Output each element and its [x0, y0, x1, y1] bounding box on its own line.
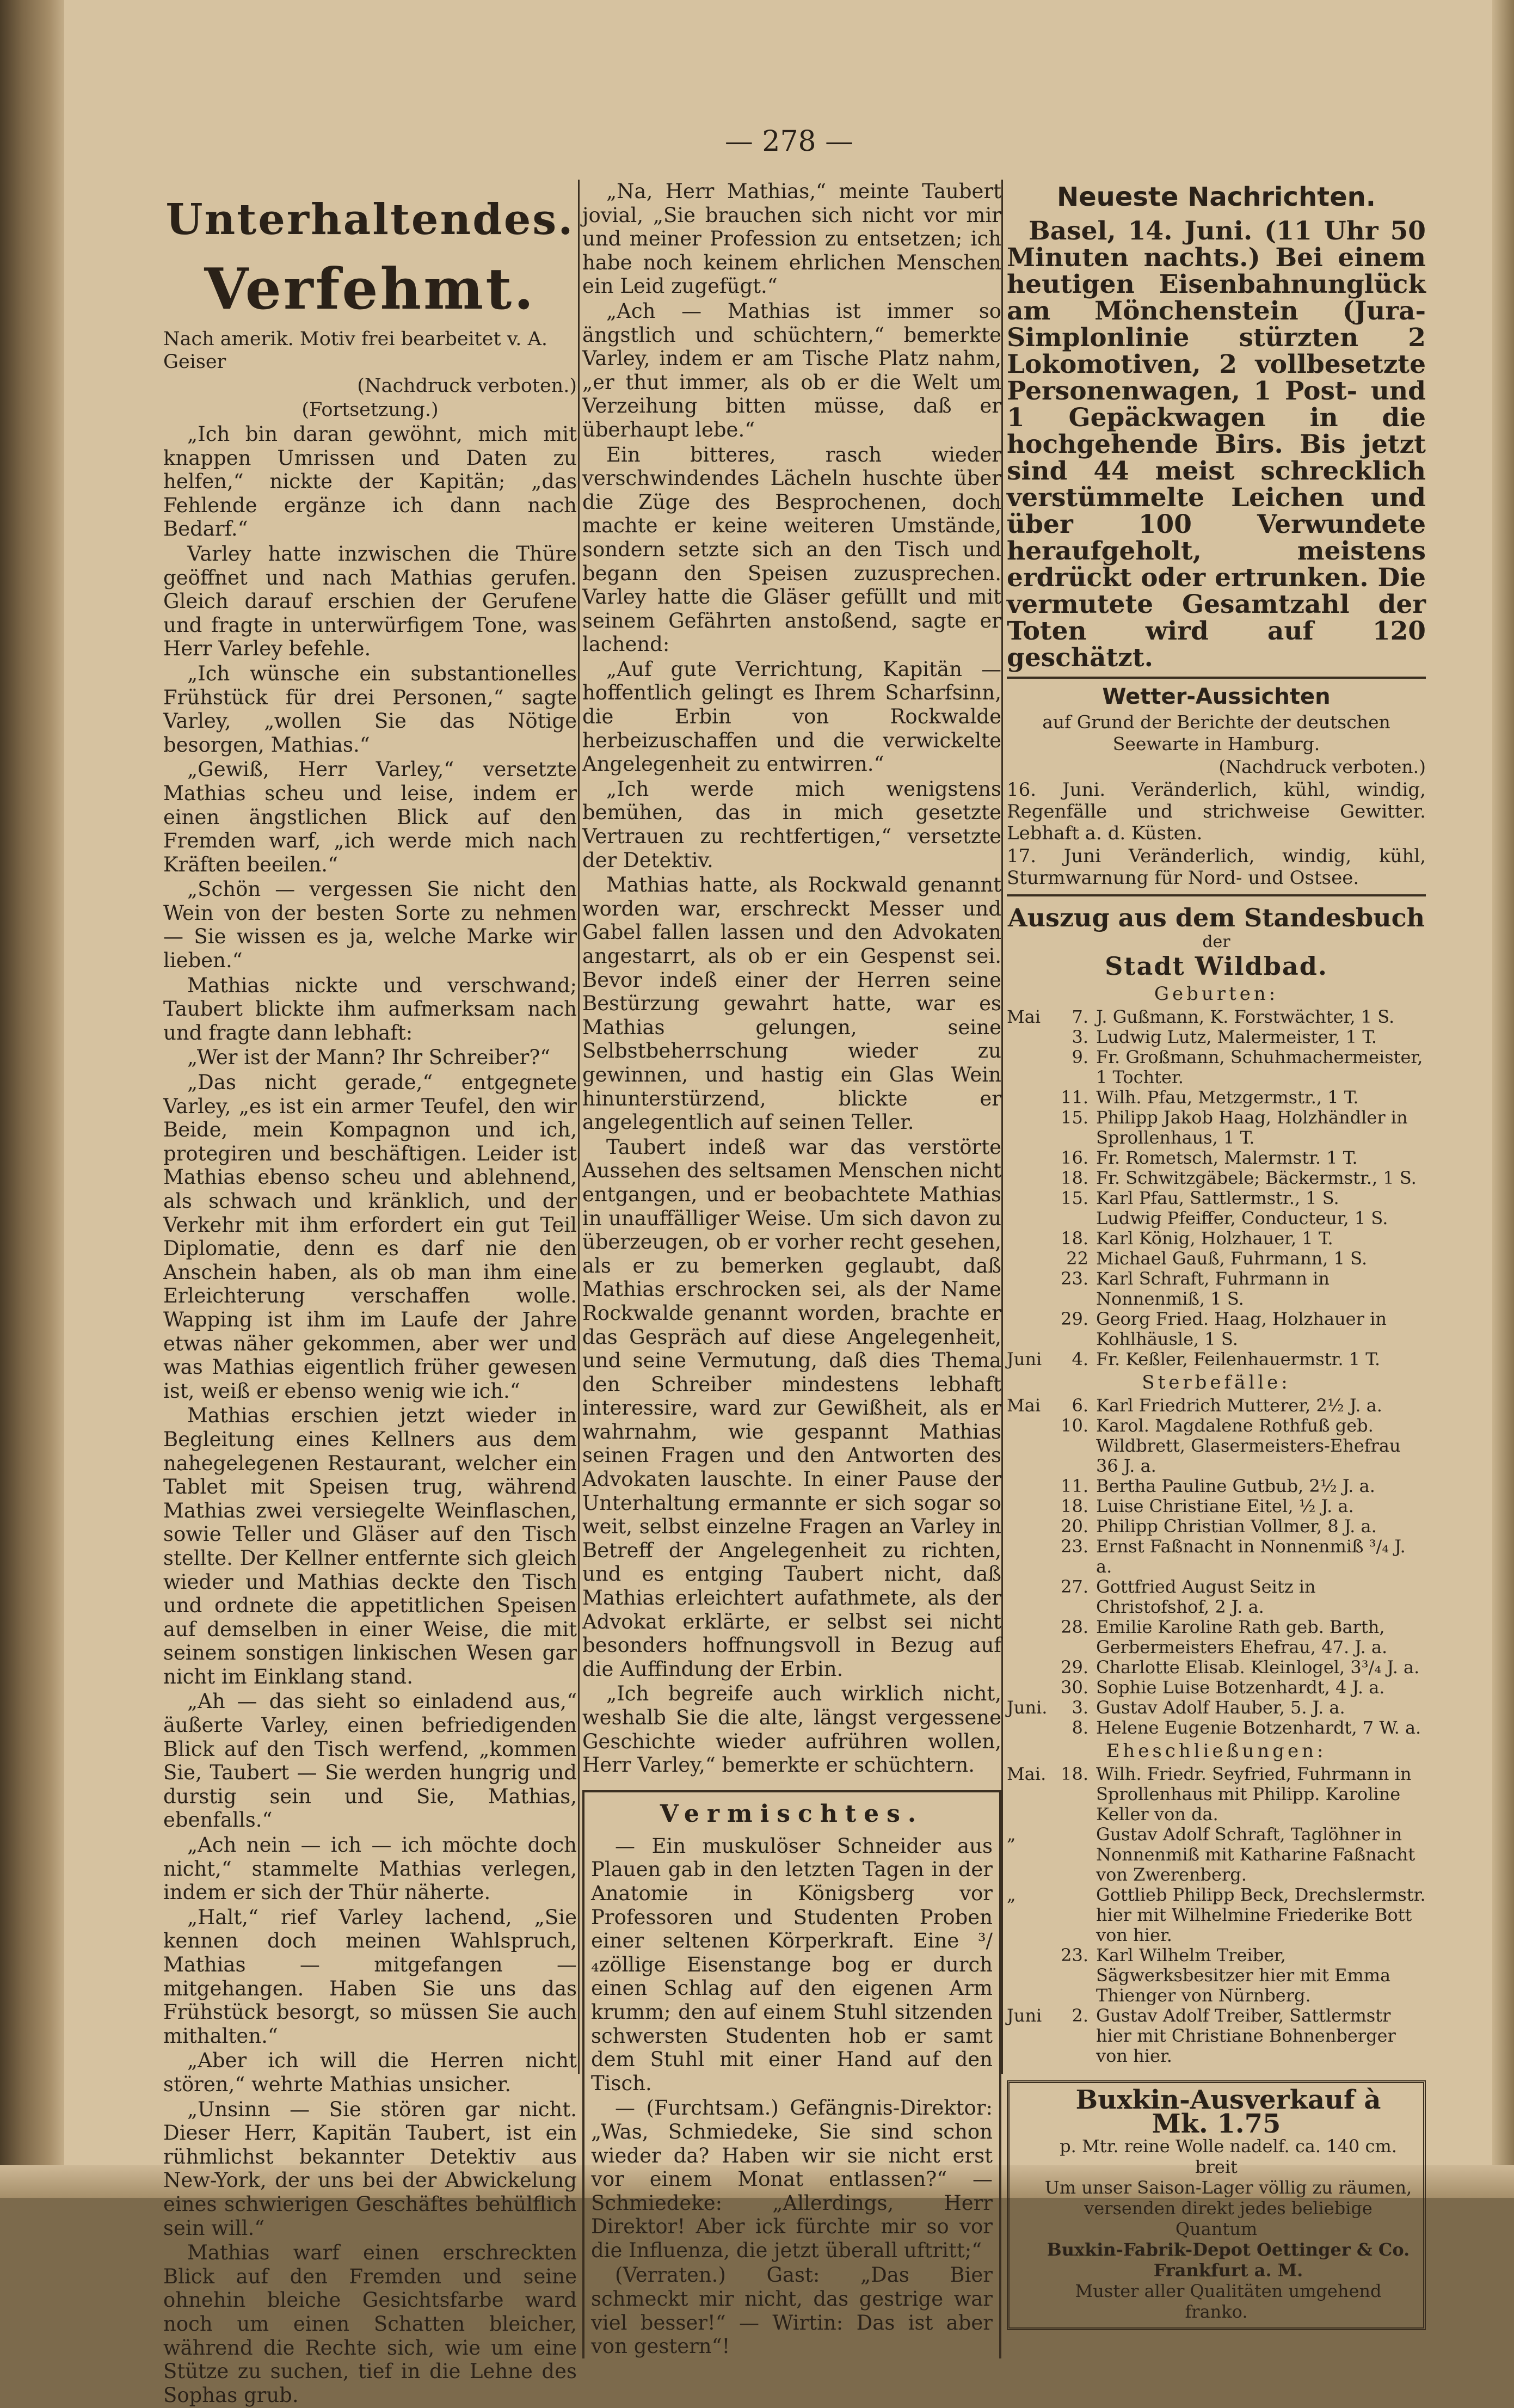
- registry-month: [1007, 1718, 1049, 1738]
- registry-day: 28.: [1061, 1617, 1088, 1637]
- registry-entry: [1007, 1678, 1426, 1698]
- registry-text: Charlotte Elisab. Kleinlogel, 3³/₄ J. a.: [1096, 1657, 1420, 1678]
- registry-entry: [1007, 1249, 1426, 1269]
- registry-month: [1007, 1577, 1049, 1617]
- registry-entry: [1007, 1396, 1426, 1416]
- registry-text: Bertha Pauline Gutbub, 2½ J. a.: [1096, 1476, 1375, 1496]
- registry-day: 3.: [1072, 1027, 1088, 1047]
- column-middle: [582, 180, 1001, 2360]
- registry-entry: [1007, 1168, 1426, 1188]
- registry-day: 15.: [1061, 1107, 1088, 1128]
- registry-day: 9.: [1072, 1047, 1088, 1067]
- registry-month: Juni: [1007, 2005, 1042, 2026]
- registry-month: [1007, 1657, 1049, 1678]
- registry-entry: [1007, 1718, 1426, 1738]
- registry-month: [1007, 1416, 1049, 1476]
- registry-month: Mai: [1007, 1395, 1041, 1416]
- registry-day: [1049, 1208, 1096, 1228]
- story-paragraph: „Ach — Mathias ist immer so ängstlich und schüchtern,“ bemerkte Varley, indem er am Tische Platz nahm, „er thut immer, als ob er die Welt um Verzeihung bitten müsse, daß er überhaupt lebe.“: [582, 299, 1001, 441]
- story-paragraph: Mathias hatte, als Rockwald genannt worden war, erschreckt Messer und Gabel fallen lassen und den Advokaten angestarrt, als ob er ein Gespenst sei. Bevor indeß einer der Herren seine Bestürzung gewahrt hatte, war es Mathias gelungen, seine Selbstbeherrschung wieder zu gewinnen, und hastig ein Glas Wein hinunterstürzend, blickte er angelegentlich auf seinen Teller.: [582, 873, 1001, 1134]
- registry-text: Gottlieb Philipp Beck, Drechslermstr. hier mit Wilhelmine Friederike Bott von hier.: [1096, 1884, 1426, 1945]
- registry-text: Helene Eugenie Botzenhardt, 7 W. a.: [1096, 1717, 1421, 1738]
- registry-day: 10.: [1061, 1415, 1088, 1436]
- news-body: Basel, 14. Juni. (11 Uhr 50 Minuten nachts.) Bei einem heutigen Eisenbahnunglück am Mönchenstein (Jura-Simplonlinie stürzten 2 Lokomotiven, 2 vollbesetzte Personenwagen, 1 Post- und 1 Gepäckwagen in die hochgehende Birs. Bis jetzt sind 44 meist schrecklich verstümmelte Leichen und über 100 Verwundete heraufgeholt, meistens erdrückt oder ertrunken. Die vermutete Gesamtzahl der Toten wird auf 120 geschätzt.: [1007, 216, 1426, 673]
- registry-month: Mai.: [1007, 1764, 1047, 1784]
- story-paragraph: Ein bitteres, rasch wieder verschwindendes Lächeln huschte über die Züge des Besprochenen, doch machte er keine weiteren Umstände, sondern setzte sich an den Tisch und begann den Speisen zuzusprechen. Varley hatte die Gläser gefüllt und mit seinem Gefährten anstoßend, sagte er lachend:: [582, 443, 1001, 656]
- registry-day: 18.: [1061, 1228, 1088, 1249]
- registry-text: Wilh. Pfau, Metzgermstr., 1 T.: [1096, 1087, 1359, 1108]
- weather-entry: [1007, 845, 1426, 889]
- registry-day: 7.: [1072, 1006, 1088, 1027]
- registry-month: [1007, 1678, 1049, 1698]
- registry-month: [1007, 1208, 1049, 1228]
- registry-entry: [1007, 1188, 1426, 1208]
- story-paragraph: „Na, Herr Mathias,“ meinte Taubert jovial, „Sie brauchen sich nicht vor mir und meiner Profession zu entsetzen; ich habe noch keinem ehrlichen Menschen ein Leid zugefügt.“: [582, 180, 1001, 298]
- registry-day: 23.: [1061, 1945, 1088, 1965]
- page-edge: [1492, 0, 1514, 2198]
- registry-day: 20.: [1061, 1516, 1088, 1537]
- continuation-note: (Fortsetzung.): [301, 399, 439, 421]
- registry-text: Fr. Großmann, Schuhmachermeister, 1 Tochter.: [1096, 1047, 1423, 1088]
- story-paragraph: „Das nicht gerade,“ entgegnete Varley, „es ist ein armer Teufel, den wir Beide, mein Kompagnon und ich, protegiren und beschäftigen. Leider ist Mathias ebenso scheu und ablehnend, als schwach und kränklich, und der Verkehr mit ihm erfordert ein gut Teil Diplomatie, denn es darf nie den Anschein haben, als ob man ihm eine Erleichterung verschaffen wolle. Wapping ist ihm im Laufe der Jahre etwas näher gekommen, aber wer und was Mathias eigentlich früher gewesen ist, weiß er ebenso wenig wie ich.“: [163, 1071, 577, 1403]
- story-paragraph: „Schön — vergessen Sie nicht den Wein von der besten Sorte zu nehmen — Sie wissen es ja, welche Marke wir lieben.“: [163, 877, 577, 973]
- miscellany-section: [582, 1790, 1001, 2358]
- story-paragraph: Varley hatte inzwischen die Thüre geöffnet und nach Mathias gerufen. Gleich darauf erschien der Gerufene und fragte in unterwürfigem Tone, was Herr Varley befehle.: [163, 542, 577, 661]
- section-title: Unterhaltendes.: [165, 195, 575, 244]
- story-title: Verfehmt.: [204, 255, 536, 322]
- births-list: [1007, 1007, 1426, 1369]
- registry-text: Fr. Rometsch, Malermstr. 1 T.: [1096, 1147, 1358, 1168]
- registry-text: Karl Pfau, Sattlermstr., 1 S.: [1096, 1188, 1339, 1208]
- registry-day: 15.: [1061, 1188, 1088, 1208]
- story-paragraph: „Unsinn — Sie stören gar nicht. Dieser Herr, Kapitän Taubert, ist ein rühmlichst bekannter Detektiv aus New-York, der uns bei der Abwickelung eines schwierigen Geschäftes behülflich sein will.“: [163, 2097, 577, 2240]
- column-rule: [1001, 180, 1003, 2074]
- weather-text: Veränderlich, windig, kühl, Sturmwarnung für Nord- und Ostsee.: [1007, 845, 1426, 889]
- weather-entry: [1007, 779, 1426, 844]
- registry-entry: [1007, 1885, 1426, 1945]
- registry-entry: [1007, 1416, 1426, 1476]
- registry-der: der: [1202, 932, 1230, 951]
- registry-day: [1049, 1825, 1096, 1885]
- registry-day: 11.: [1061, 1087, 1088, 1108]
- registry-month: [1007, 1228, 1049, 1249]
- registry-text: Philipp Jakob Haag, Holzhändler in Sprollenhaus, 1 T.: [1096, 1107, 1408, 1148]
- registry-entry: [1007, 2006, 1426, 2066]
- advertisement: [1007, 2080, 1426, 2330]
- registry-month: [1007, 1148, 1049, 1168]
- miscellany-paragraph: — Ein muskulöser Schneider aus Plauen gab in den letzten Tagen in der Anatomie in Königsberg vor Professoren und Studenten Proben einer seltenen Körperkraft. Eine ³/₄zöllige Eisenstange bog er durch einen Schlag auf den eigenen Arm krumm; den auf einem Stuhl sitzenden schwersten Studenten hob er samt dem Stuhl mit einer Hand auf den Tisch.: [591, 1834, 993, 2095]
- registry-entry: [1007, 1657, 1426, 1678]
- registry-day: 30.: [1061, 1677, 1088, 1698]
- births-label: Geburten:: [1154, 983, 1279, 1005]
- registry-text: Georg Fried. Haag, Holzhauer in Kohlhäusle, 1 S.: [1096, 1309, 1387, 1349]
- registry-title: Auszug aus dem Standesbuch: [1007, 903, 1425, 932]
- marriages-list: [1007, 1764, 1426, 2066]
- byline: Nach amerik. Motiv frei bearbeitet v. A. Geiser: [163, 328, 547, 373]
- registry-entry: [1007, 1617, 1426, 1657]
- registry-text: Emilie Karoline Rath geb. Barth, Gerbermeisters Ehefrau, 47. J. a.: [1096, 1617, 1388, 1657]
- registry-month: Juni: [1007, 1349, 1042, 1369]
- registry-entry: [1007, 1148, 1426, 1168]
- page-number: — 278 —: [724, 125, 854, 158]
- registry-city: Stadt Wildbad.: [1105, 951, 1328, 981]
- registry-day: [1049, 1885, 1096, 1945]
- registry-day: 8.: [1072, 1717, 1088, 1738]
- registry-entry: [1007, 1047, 1426, 1088]
- registry-text: Ludwig Lutz, Malermeister, 1 T.: [1096, 1027, 1377, 1047]
- registry-entry: [1007, 1516, 1426, 1537]
- registry-text: Gustav Adolf Schraft, Taglöhner in Nonnenmiß mit Katharine Faßnacht von Zwerenberg.: [1096, 1824, 1415, 1885]
- registry-entry: [1007, 1537, 1426, 1577]
- registry-day: 18.: [1061, 1764, 1088, 1784]
- registry-text: Karol. Magdalene Rothfuß geb. Wildbrett, Glasermeisters-Ehefrau 36 J. a.: [1096, 1415, 1401, 1476]
- registry-text: Karl Friedrich Mutterer, 2½ J. a.: [1096, 1395, 1382, 1416]
- weather-source: auf Grund der Berichte der deutschen Seewarte in Hamburg.: [1042, 711, 1390, 754]
- registry-text: Gustav Adolf Hauber, 5. J. a.: [1096, 1697, 1345, 1718]
- registry-day: 18.: [1061, 1496, 1088, 1516]
- ad-line: Um unser Saison-Lager völlig zu räumen,: [1044, 2177, 1412, 2198]
- registry-month: „: [1007, 1824, 1016, 1845]
- registry-month: Mai: [1007, 1006, 1041, 1027]
- ad-line: Muster aller Qualitäten umgehend franko.: [1075, 2281, 1382, 2323]
- registry-text: J. Gußmann, K. Forstwächter, 1 S.: [1096, 1006, 1395, 1027]
- divider: [1007, 677, 1426, 679]
- registry-text: Gustav Adolf Treiber, Sattlermstr hier mit Christiane Bohnenberger von hier.: [1096, 2005, 1396, 2066]
- registry-entry: [1007, 1269, 1426, 1309]
- ad-city: Frankfurt a. M.: [1153, 2260, 1303, 2281]
- column-rule: [578, 180, 580, 2074]
- story-paragraph: „Aber ich will die Herren nicht stören,“ wehrte Mathias unsicher.: [163, 2049, 577, 2096]
- story-paragraph: „Ah — das sieht so einladend aus,“ äußerte Varley, einen befriedigenden Blick auf den Tisch werfend, „kommen Sie, Taubert — Sie werden hungrig und durstig sein und Sie, Mathias, ebenfalls.“: [163, 1690, 577, 1832]
- registry-text: Karl Wilhelm Treiber, Sägwerksbesitzer hier mit Emma Thienger von Nürnberg.: [1096, 1945, 1391, 2006]
- registry-text: Michael Gauß, Fuhrmann, 1 S.: [1096, 1248, 1368, 1269]
- ad-line: versenden direkt jedes beliebige Quantum: [1084, 2198, 1373, 2240]
- weather-text: Veränderlich, kühl, windig, Regenfälle und strichweise Gewitter. Lebhaft a. d. Küsten.: [1007, 779, 1426, 844]
- story-paragraph: „Ich werde mich wenigstens bemühen, das in mich gesetzte Vertrauen zu rechtfertigen,“ versetzte der Detektiv.: [582, 777, 1001, 872]
- news-title: Neueste Nachrichten.: [1056, 182, 1376, 212]
- registry-month: [1007, 1249, 1049, 1269]
- story-paragraph: „Ich begreife auch wirklich nicht, weshalb Sie die alte, längst vergessene Geschichte wieder aufrühren wollen, Herr Varley,“ bemerkte er schüchtern.: [582, 1682, 1001, 1777]
- column-right: [1007, 180, 1426, 2330]
- registry-entry: [1007, 1349, 1426, 1369]
- story-paragraph: Mathias warf einen erschreckten Blick auf den Fremden und seine ohnehin bleiche Gesichtsfarbe ward noch um einen Schatten bleicher, während die Rechte sich, wie um eine Stütze zu suchen, tief in die Lehne des Sophas grub.: [163, 2241, 577, 2407]
- registry-month: [1007, 1188, 1049, 1208]
- story-paragraph: Mathias nickte und verschwand; Taubert blickte ihm aufmerksam nach und fragte dann lebhaft:: [163, 973, 577, 1045]
- registry-text: Fr. Schwitzgäbele; Bäckermstr., 1 S.: [1096, 1168, 1417, 1188]
- registry-day: 3.: [1072, 1697, 1088, 1718]
- registry-day: 22: [1066, 1248, 1088, 1269]
- registry-month: [1007, 1088, 1049, 1108]
- registry-month: [1007, 1945, 1049, 2006]
- registry-text: Fr. Keßler, Feilenhauermstr. 1 T.: [1096, 1349, 1381, 1369]
- registry-entry: [1007, 1698, 1426, 1718]
- ad-company: Buxkin-Fabrik-Depot Oettinger & Co.: [1047, 2239, 1410, 2260]
- registry-entry: [1007, 1577, 1426, 1617]
- deaths-label: Sterbefälle:: [1142, 1372, 1291, 1393]
- story-paragraph: Taubert indeß war das verstörte Aussehen des seltsamen Menschen nicht entgangen, und er beobachtete Mathias in unauffälliger Weise. Um sich davon zu überzeugen, ob er vorher recht gesehen, als er zu bemerken geglaubt, daß Mathias erschrocken sei, als der Name Rockwalde genannt worden, brachte er das Gespräch auf diese Angelegenheit, und seine Vermutung, daß dies Thema den Schreiber mindestens lebhaft interessire, ward zur Gewißheit, als er wahrnahm, wie gespannt Mathias seinen Fragen und den Antworten des Advokaten lauschte. In einer Pause der Unterhaltung ermannte er sich sogar so weit, selbst einzelne Fragen an Varley in Betreff der Angelegenheit zu richten, und es entging Taubert nicht, daß Mathias erleichtert aufathmete, als der Advokat erklärte, er selbst sei nicht besonders hoffnungsvoll in Bezug auf die Auffindung der Erbin.: [582, 1135, 1001, 1681]
- marriages-label: Eheschließungen:: [1106, 1740, 1327, 1762]
- miscellany-paragraph: (Verraten.) Gast: „Das Bier schmeckt mir nicht, das gestrige war viel besser!“ — Wirtin: Das ist aber von gestern“!: [591, 2263, 993, 2358]
- registry-day: 23.: [1061, 1268, 1088, 1289]
- registry-text: Karl König, Holzhauer, 1 T.: [1096, 1228, 1333, 1249]
- registry-month: [1007, 1617, 1049, 1657]
- registry-day: 16.: [1061, 1147, 1088, 1168]
- story-paragraph: „Ich bin daran gewöhnt, mich mit knappen Umrissen und Daten zu helfen,“ nickte der Kapitän; „das Fehlende ergänze ich dann nach Bedarf.“: [163, 422, 577, 541]
- registry-month: [1007, 1108, 1049, 1148]
- registry-text: Gottfried August Seitz in Christofshof, 2 J. a.: [1096, 1576, 1316, 1617]
- deaths-list: [1007, 1396, 1426, 1738]
- registry-entry: [1007, 1764, 1426, 1825]
- miscellany-title: Vermischtes.: [660, 1799, 924, 1828]
- registry-entry: [1007, 1088, 1426, 1108]
- registry-entry: [1007, 1496, 1426, 1516]
- weather-title: Wetter-Aussichten: [1102, 684, 1331, 709]
- registry-day: 27.: [1061, 1576, 1088, 1597]
- registry-text: Luise Christiane Eitel, ½ J. a.: [1096, 1496, 1354, 1516]
- registry-month: [1007, 1496, 1049, 1516]
- story-paragraph: „Auf gute Verrichtung, Kapitän — hoffentlich gelingt es Ihrem Scharfsinn, die Erbin von Rockwalde herbeizuschaffen und die verwickelte Angelegenheit zu entwirren.“: [582, 657, 1001, 776]
- registry-day: 18.: [1061, 1168, 1088, 1188]
- registry-day: 2.: [1072, 2005, 1088, 2026]
- registry-month: [1007, 1047, 1049, 1088]
- registry-month: [1007, 1269, 1049, 1309]
- ad-line: p. Mtr. reine Wolle nadelf. ca. 140 cm. breit: [1060, 2136, 1397, 2178]
- story-paragraph: „Ach nein — ich — ich möchte doch nicht,“ stammelte Mathias verlegen, indem er sich der Thür näherte.: [163, 1833, 577, 1905]
- weather-date: 17. Juni: [1007, 845, 1101, 867]
- registry-entry: [1007, 1208, 1426, 1228]
- registry-month: [1007, 1168, 1049, 1188]
- registry-month: [1007, 1309, 1049, 1349]
- miscellany-paragraph: — (Furchtsam.) Gefängnis-Direktor: „Was, Schmiedeke, Sie sind schon wieder da? Haben wir sie nicht erst vor einem Monat entlassen?“ — Schmiedeke: „Allerdings, Herr Direktor! Aber ick fürchte mir so vor die Influenza, die jetzt überall uftritt;“: [591, 2096, 993, 2262]
- weather-notice: (Nachdruck verboten.): [1218, 756, 1426, 777]
- registry-month: [1007, 1537, 1049, 1577]
- registry-month: [1007, 1027, 1049, 1047]
- registry-day: 23.: [1061, 1536, 1088, 1557]
- registry-text: Philipp Christian Vollmer, 8 J. a.: [1096, 1516, 1377, 1537]
- story-paragraph: Mathias erschien jetzt wieder in Begleitung eines Kellners aus dem nahegelegenen Restaurant, welcher ein Tablet mit Speisen trug, während Mathias zwei versiegelte Weinflaschen, sowie Teller und Gläser auf den Tisch stellte. Der Kellner entfernte sich gleich wieder und Mathias deckte den Tisch und ordnete die appetitlichen Speisen auf demselben in einer Weise, die mit seinem sonstigen linkischen Wesen gar nicht im Einklang stand.: [163, 1404, 577, 1688]
- story-paragraph: „Halt,“ rief Varley lachend, „Sie kennen doch meinen Wahlspruch, Mathias — mitgefangen — mitgehangen. Haben Sie uns das Frühstück besorgt, so müssen Sie auch mithalten.“: [163, 1905, 577, 2048]
- weather-date: 16. Juni.: [1007, 779, 1106, 801]
- column-left: [163, 180, 577, 2408]
- registry-entry: [1007, 1825, 1426, 1885]
- registry-entry: [1007, 1309, 1426, 1349]
- registry-entry: [1007, 1945, 1426, 2006]
- registry-day: 11.: [1061, 1476, 1088, 1496]
- ad-title: Buxkin-Ausverkauf à Mk. 1.75: [1075, 2085, 1381, 2139]
- registry-day: 4.: [1072, 1349, 1088, 1369]
- registry-entry: [1007, 1007, 1426, 1027]
- reprint-notice: (Nachdruck verboten.): [357, 375, 577, 397]
- registry-entry: [1007, 1476, 1426, 1496]
- registry-day: 6.: [1072, 1395, 1088, 1416]
- story-paragraph: „Ich wünsche ein substantionelles Frühstück für drei Personen,“ sagte Varley, „wollen Sie das Nötige besorgen, Mathias.“: [163, 661, 577, 757]
- registry-month: [1007, 1516, 1049, 1537]
- registry-month: [1007, 1476, 1049, 1496]
- story-paragraph: „Gewiß, Herr Varley,“ versetzte Mathias scheu und leise, indem er einen ängstlichen Blick auf den Fremden warf, „ich werde mich nach Kräften beeilen.“: [163, 758, 577, 876]
- registry-entry: [1007, 1108, 1426, 1148]
- registry-text: Karl Schraft, Fuhrmann in Nonnenmiß, 1 S.: [1096, 1268, 1330, 1309]
- registry-month: „: [1007, 1884, 1016, 1905]
- registry-text: Ludwig Pfeiffer, Conducteur, 1 S.: [1096, 1208, 1388, 1228]
- divider: [1007, 894, 1426, 896]
- registry-text: Sophie Luise Botzenhardt, 4 J. a.: [1096, 1677, 1385, 1698]
- registry-entry: [1007, 1228, 1426, 1249]
- registry-day: 29.: [1061, 1657, 1088, 1678]
- registry-day: 29.: [1061, 1309, 1088, 1329]
- registry-text: Ernst Faßnacht in Nonnenmiß ³/₄ J. a.: [1096, 1536, 1406, 1577]
- registry-month: Juni.: [1007, 1697, 1048, 1718]
- registry-entry: [1007, 1027, 1426, 1047]
- registry-text: Wilh. Friedr. Seyfried, Fuhrmann in Sprollenhaus mit Philipp. Karoline Keller von da.: [1096, 1764, 1412, 1825]
- story-paragraph: „Wer ist der Mann? Ihr Schreiber?“: [187, 1046, 551, 1070]
- book-spine: [0, 0, 64, 2198]
